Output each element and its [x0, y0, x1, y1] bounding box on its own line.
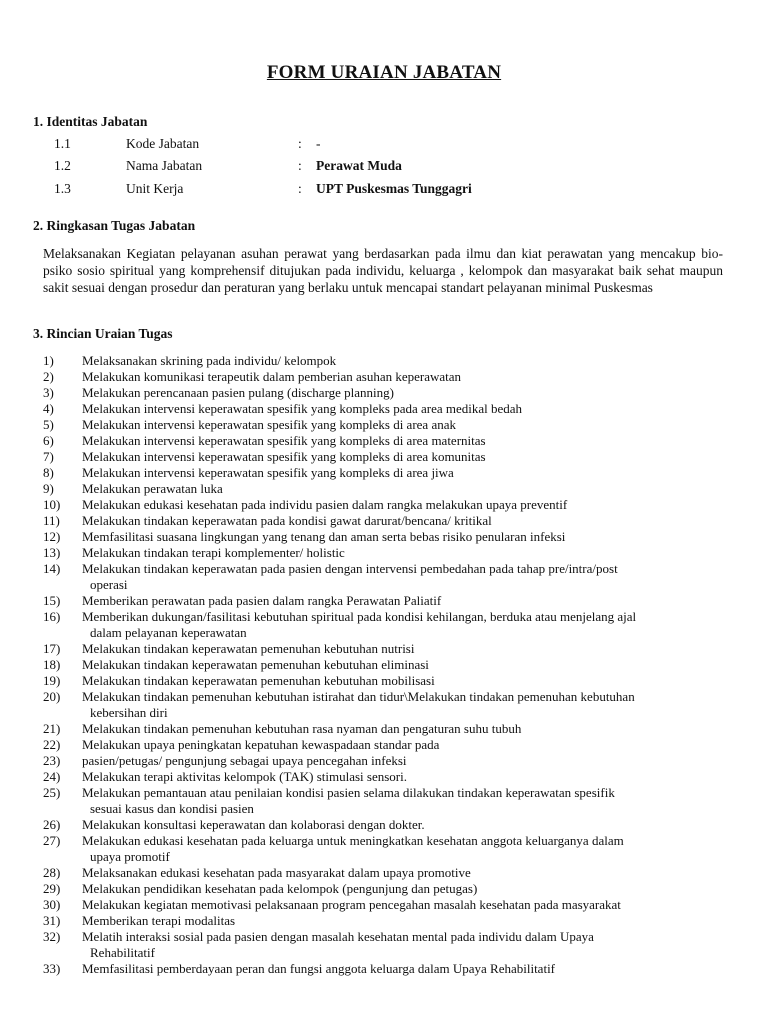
task-text-continuation: kebersihan diri [90, 705, 168, 720]
task-item [0, 897, 768, 913]
task-item [0, 641, 768, 657]
task-number: 24) [43, 769, 61, 784]
task-number: 32) [43, 929, 61, 944]
task-text: Melakukan intervensi keperawatan spesifik yang kompleks pada area medikal bedah [82, 401, 523, 416]
identity-row-label: Kode Jabatan [126, 136, 200, 151]
task-text: Melakukan tindakan pemenuhan kebutuhan istirahat dan tidur\Melakukan tindakan pemenuhan kebutuhan [82, 689, 635, 704]
task-item [0, 369, 768, 385]
task-number: 31) [43, 913, 61, 928]
task-number: 3) [43, 385, 54, 400]
task-number: 2) [43, 369, 54, 384]
task-number: 15) [43, 593, 61, 608]
task-number: 17) [43, 641, 61, 656]
task-number: 6) [43, 433, 54, 448]
task-number: 22) [43, 737, 61, 752]
task-item [0, 785, 768, 817]
task-item [0, 833, 768, 865]
task-number: 14) [43, 561, 61, 576]
task-number: 1) [43, 353, 54, 368]
task-item [0, 385, 768, 401]
identity-row-number: 1.1 [54, 136, 71, 151]
identity-row-code [0, 136, 768, 154]
task-item [0, 545, 768, 561]
task-item [0, 673, 768, 689]
task-text: Melakukan pemantauan atau penilaian kondisi pasien selama dilakukan tindakan keperawatan spesifik [82, 785, 615, 800]
task-number: 4) [43, 401, 54, 416]
task-number: 23) [43, 753, 61, 768]
task-number: 27) [43, 833, 61, 848]
identity-row-value: UPT Puskesmas Tunggagri [316, 181, 472, 196]
task-text: Melaksanakan edukasi kesehatan pada masyarakat dalam upaya promotive [82, 865, 471, 880]
task-text: Melaksanakan skrining pada individu/ kelompok [82, 353, 337, 368]
section-1-heading: 1. Identitas Jabatan [33, 114, 148, 129]
task-item [0, 561, 768, 593]
task-item [0, 737, 768, 753]
task-text: Melakukan tindakan pemenuhan kebutuhan rasa nyaman dan pengaturan suhu tubuh [82, 721, 522, 736]
identity-row-colon: : [298, 158, 302, 173]
task-text-continuation: dalam pelayanan keperawatan [90, 625, 247, 640]
task-number: 26) [43, 817, 61, 832]
task-item [0, 497, 768, 513]
section-3-heading: 3. Rincian Uraian Tugas [33, 326, 173, 341]
task-text-continuation: Rehabilitatif [90, 945, 155, 960]
task-number: 28) [43, 865, 61, 880]
identity-row-value: Perawat Muda [316, 158, 402, 173]
task-list [0, 353, 768, 977]
task-item [0, 449, 768, 465]
task-item [0, 593, 768, 609]
task-item [0, 609, 768, 641]
task-number: 13) [43, 545, 61, 560]
task-number: 9) [43, 481, 54, 496]
task-item [0, 913, 768, 929]
identity-row-number: 1.3 [54, 181, 71, 196]
task-item [0, 529, 768, 545]
task-number: 25) [43, 785, 61, 800]
task-item [0, 513, 768, 529]
task-text: Melakukan tindakan keperawatan pemenuhan kebutuhan mobilisasi [82, 673, 435, 688]
identity-row-unit [0, 181, 768, 199]
task-number: 10) [43, 497, 61, 512]
task-text: Melakukan pendidikan kesehatan pada kelompok (pengunjung dan petugas) [82, 881, 478, 896]
task-number: 5) [43, 417, 54, 432]
task-item [0, 817, 768, 833]
task-number: 18) [43, 657, 61, 672]
identity-row-colon: : [298, 181, 302, 196]
task-text: Melakukan tindakan keperawatan pemenuhan kebutuhan eliminasi [82, 657, 429, 672]
task-text-continuation: operasi [90, 577, 128, 592]
task-number: 21) [43, 721, 61, 736]
task-item [0, 769, 768, 785]
task-text: Melakukan terapi aktivitas kelompok (TAK) stimulasi sensori. [82, 769, 407, 784]
task-text: Memberikan terapi modalitas [82, 913, 236, 928]
task-item [0, 465, 768, 481]
task-item [0, 401, 768, 417]
task-item [0, 353, 768, 369]
task-text: Melakukan intervensi keperawatan spesifik yang kompleks di area anak [82, 417, 456, 432]
task-text-continuation: upaya promotif [90, 849, 170, 864]
task-text: Memfasilitasi pemberdayaan peran dan fungsi anggota keluarga dalam Upaya Rehabilitatif [82, 961, 556, 976]
task-item [0, 929, 768, 961]
task-text: Melakukan tindakan keperawatan pada kondisi gawat darurat/bencana/ kritikal [82, 513, 492, 528]
task-number: 30) [43, 897, 61, 912]
task-item [0, 865, 768, 881]
task-item [0, 657, 768, 673]
task-number: 16) [43, 609, 61, 624]
task-number: 29) [43, 881, 61, 896]
task-item [0, 481, 768, 497]
task-number: 11) [43, 513, 60, 528]
identity-row-name [0, 158, 768, 176]
task-number: 33) [43, 961, 61, 976]
task-number: 7) [43, 449, 54, 464]
task-number: 20) [43, 689, 61, 704]
task-text: Memberikan perawatan pada pasien dalam rangka Perawatan Paliatif [82, 593, 442, 608]
task-number: 12) [43, 529, 61, 544]
task-item [0, 961, 768, 977]
task-text: pasien/petugas/ pengunjung sebagai upaya pencegahan infeksi [82, 753, 407, 768]
task-text: Memfasilitasi suasana lingkungan yang tenang dan aman serta bebas risiko penularan infeksi [82, 529, 566, 544]
task-text: Melakukan tindakan keperawatan pada pasien dengan intervensi pembedahan pada tahap pre/intra/post [82, 561, 618, 576]
task-item [0, 689, 768, 721]
task-text: Melakukan intervensi keperawatan spesifik yang kompleks di area jiwa [82, 465, 454, 480]
identity-row-number: 1.2 [54, 158, 71, 173]
task-text: Melakukan edukasi kesehatan pada keluarga untuk meningkatkan kesehatan anggota keluarganya dalam [82, 833, 624, 848]
task-item [0, 433, 768, 449]
identity-row-label: Unit Kerja [126, 181, 184, 196]
task-item [0, 721, 768, 737]
section-2-heading: 2. Ringkasan Tugas Jabatan [33, 218, 196, 233]
task-text: Melakukan komunikasi terapeutik dalam pemberian asuhan keperawatan [82, 369, 462, 384]
task-text: Memberikan dukungan/fasilitasi kebutuhan spiritual pada kondisi kehilangan, berduka atau menjelang ajal [82, 609, 637, 624]
task-number: 19) [43, 673, 61, 688]
task-text: Melakukan upaya peningkatan kepatuhan kewaspadaan standar pada [82, 737, 440, 752]
task-text: Melakukan intervensi keperawatan spesifik yang kompleks di area maternitas [82, 433, 486, 448]
task-text: Melakukan konsultasi keperawatan dan kolaborasi dengan dokter. [82, 817, 425, 832]
task-text: Melakukan perawatan luka [82, 481, 223, 496]
task-text: Melakukan edukasi kesehatan pada individu pasien dalam rangka melakukan upaya preventif [82, 497, 568, 512]
task-item [0, 881, 768, 897]
task-text: Melakukan tindakan keperawatan pemenuhan kebutuhan nutrisi [82, 641, 415, 656]
identity-row-label: Nama Jabatan [126, 158, 203, 173]
task-text-continuation: sesuai kasus dan kondisi pasien [90, 801, 254, 816]
task-text: Melatih interaksi sosial pada pasien dengan masalah kesehatan mental pada individu dalam Upaya [82, 929, 594, 944]
job-summary-text: Melaksanakan Kegiatan pelayanan asuhan perawat yang berdasarkan pada ilmu dan kiat perawatan yang mencakup bio- psiko sosio spiritual yang komprehensif ditujukan pada individu, keluarga , kelompok dan masyarakat baik sehat maupun sakit sesuai dengan prosedur dan peraturan yang berlaku untuk mencapai standart pelayanan minimal Puskesmas [43, 246, 723, 295]
task-item [0, 753, 768, 769]
identity-row-value: - [316, 136, 321, 151]
task-text: Melakukan kegiatan memotivasi pelaksanaan program pencegahan masalah kesehatan pada masyarakat [82, 897, 621, 912]
identity-row-colon: : [298, 136, 302, 151]
task-number: 8) [43, 465, 54, 480]
task-text: Melakukan intervensi keperawatan spesifik yang kompleks di area komunitas [82, 449, 486, 464]
task-text: Melakukan tindakan terapi komplementer/ holistic [82, 545, 345, 560]
task-item [0, 417, 768, 433]
page-title: FORM URAIAN JABATAN [266, 62, 502, 83]
task-text: Melakukan perencanaan pasien pulang (discharge planning) [82, 385, 394, 400]
